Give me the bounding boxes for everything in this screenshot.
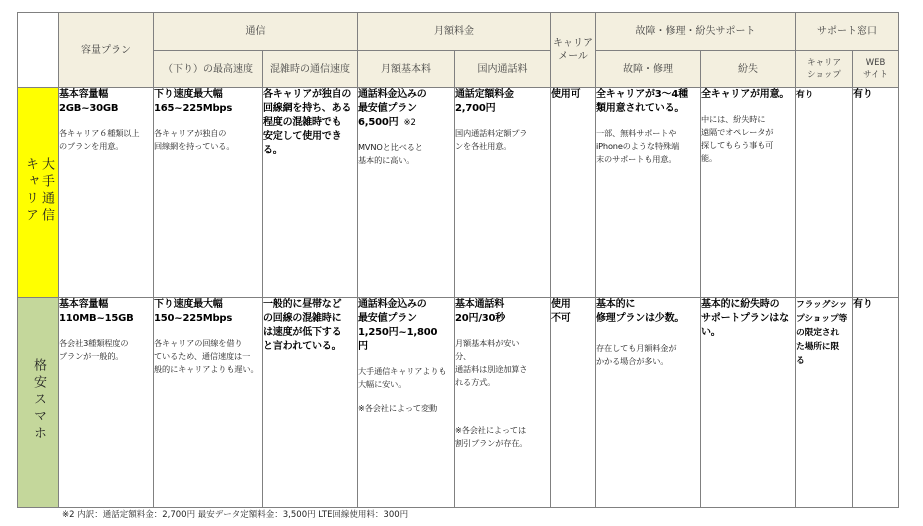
budget-repair-cell bbox=[596, 298, 701, 508]
cell-headline bbox=[551, 298, 595, 326]
header-website-line: WEB bbox=[865, 58, 886, 68]
header-carrier-mail bbox=[551, 13, 596, 88]
cell-detail bbox=[358, 365, 454, 391]
cell-detail bbox=[59, 337, 153, 363]
major-carrier-max-speed-cell bbox=[154, 88, 263, 298]
text-line: 各キャリア６種類以上 bbox=[59, 128, 140, 138]
header-congestion-speed: 混雑時の通信速度 bbox=[263, 51, 358, 88]
cell-headline bbox=[358, 88, 454, 130]
header-domestic-call-fee: 国内通話料 bbox=[455, 51, 551, 88]
text-line: 回線網を持ち、ある bbox=[263, 103, 352, 114]
row-label-line: キャリア bbox=[23, 156, 38, 225]
text-line: 150~225Mbps bbox=[154, 313, 233, 324]
cell-detail bbox=[59, 127, 153, 153]
cell-headline bbox=[455, 88, 550, 116]
text-line: 程度の混雑時でも bbox=[263, 117, 342, 128]
text-line: 各会社3種類程度の bbox=[59, 338, 129, 348]
text-line: ※各会社によって変動 bbox=[358, 403, 438, 413]
text-line: 2,700円 bbox=[455, 103, 496, 114]
text-line: 国内通話料定額プラ bbox=[455, 128, 528, 138]
text-line: 使用 bbox=[551, 299, 571, 310]
text-line: れる方式。 bbox=[455, 377, 496, 387]
cell-detail bbox=[154, 127, 262, 153]
major-carrier-repair-cell bbox=[596, 88, 701, 298]
corner-cell bbox=[18, 13, 59, 88]
cell-headline bbox=[59, 88, 153, 116]
table-header bbox=[18, 13, 899, 88]
row-label-major-carrier bbox=[18, 88, 59, 298]
text-line: 基本容量幅 bbox=[59, 89, 108, 100]
text-line: 110MB~15GB bbox=[59, 313, 134, 324]
header-loss: 紛失 bbox=[701, 51, 796, 88]
cell-headline bbox=[596, 298, 700, 326]
text-line: 各キャリアが独自の bbox=[154, 128, 227, 138]
text-line: フラッグシッ bbox=[796, 300, 848, 310]
header-max-downlink-speed: （下り）の最高速度 bbox=[154, 51, 263, 88]
major-carrier-congestion-speed-cell bbox=[263, 88, 358, 298]
text-line: 通話定額料金 bbox=[455, 89, 514, 100]
budget-loss-cell bbox=[701, 298, 796, 508]
vertical-label bbox=[30, 358, 46, 443]
text-line: 使用可 bbox=[551, 89, 581, 100]
cell-detail bbox=[455, 127, 550, 153]
text-line: 有り bbox=[853, 89, 873, 100]
text-line: 分、 bbox=[455, 351, 472, 361]
header-website bbox=[853, 51, 899, 88]
text-line: 有り bbox=[796, 90, 814, 100]
cell-headline bbox=[263, 88, 357, 158]
budget-congestion-speed-cell bbox=[263, 298, 358, 508]
text-line: 不可 bbox=[551, 313, 571, 324]
text-line: 通話料金込みの bbox=[358, 89, 427, 100]
cell-headline bbox=[701, 298, 795, 340]
text-line: 各キャリアの回線を借り bbox=[154, 338, 243, 348]
text-line: 基本通話料 bbox=[455, 299, 504, 310]
text-line: 中には、紛失時に bbox=[701, 114, 766, 124]
text-line: 回線網を持っている。 bbox=[154, 141, 235, 151]
budget-domestic-call-fee-cell bbox=[455, 298, 551, 508]
cell-headline bbox=[263, 298, 357, 354]
header-communication: 通信 bbox=[154, 13, 358, 51]
cell-headline bbox=[596, 88, 700, 116]
text-line: 有り bbox=[853, 299, 873, 310]
major-carrier-domestic-call-fee-cell bbox=[455, 88, 551, 298]
cell-headline bbox=[358, 298, 454, 354]
text-line: 下り速度最大幅 bbox=[154, 299, 223, 310]
header-carrier-shop-line: ショップ bbox=[807, 70, 841, 80]
text-line: 般的にキャリアよりも遅い。 bbox=[154, 364, 259, 374]
cell-headline bbox=[154, 88, 262, 116]
budget-shop-cell bbox=[796, 298, 853, 508]
comparison-table bbox=[17, 12, 899, 508]
header-monthly-fee: 月額料金 bbox=[358, 13, 551, 51]
header-capacity-plan: 容量プラン bbox=[59, 13, 154, 88]
cell-headline bbox=[551, 88, 595, 102]
text-line: 20円/30秒 bbox=[455, 313, 506, 324]
text-line: ンを各社用意。 bbox=[455, 141, 512, 151]
text-line: い。 bbox=[701, 327, 721, 338]
text-line: 1,250円~1,800 bbox=[358, 327, 438, 338]
text-line: 一部、無料サポートや bbox=[596, 128, 677, 138]
budget-max-speed-cell bbox=[154, 298, 263, 508]
price-value: 6,500円 bbox=[358, 117, 399, 128]
cell-headline bbox=[853, 298, 898, 312]
cell-detail bbox=[358, 141, 454, 167]
major-carrier-row bbox=[18, 88, 899, 298]
text-line: 下り速度最大幅 bbox=[154, 89, 223, 100]
text-line: ※各会社によっては bbox=[455, 425, 527, 435]
text-line: MVNOと比べると bbox=[358, 142, 423, 152]
text-line: 各キャリアが独自の bbox=[263, 89, 352, 100]
cell-detail bbox=[596, 342, 700, 368]
row-label-line: 格安スマホ bbox=[31, 358, 46, 443]
cell-detail bbox=[596, 127, 700, 166]
text-line: は速度が低下する bbox=[263, 327, 342, 338]
footnote: ※2 内訳：通話定額料金：2,700円 最安データ定額料金：3,500円 LTE回線使用料：300円 bbox=[62, 510, 409, 520]
header-monthly-basic-fee: 月額基本料 bbox=[358, 51, 455, 88]
cell-detail bbox=[455, 337, 550, 389]
text-line: 末のサポートも用意。 bbox=[596, 154, 677, 164]
cell-headline bbox=[853, 88, 898, 102]
header-support-desk: サポート窓口 bbox=[796, 13, 899, 51]
header-carrier-mail-line: キャリア bbox=[553, 38, 593, 49]
text-line: る bbox=[796, 356, 805, 366]
text-line: る。 bbox=[263, 145, 283, 156]
cell-detail bbox=[455, 424, 550, 450]
text-line: サポートプランはな bbox=[701, 313, 789, 324]
text-line: と言われている。 bbox=[263, 341, 342, 352]
text-line: 探してもらう事も可 bbox=[701, 140, 774, 150]
text-line: 基本的に bbox=[596, 299, 636, 310]
header-website-line: サイト bbox=[863, 70, 888, 80]
text-line: 基本的に高い。 bbox=[358, 155, 415, 165]
text-line: 類用意されている。 bbox=[596, 103, 685, 114]
major-carrier-shop-cell bbox=[796, 88, 853, 298]
budget-smartphone-row bbox=[18, 298, 899, 508]
text-line: 存在しても月額料金が bbox=[596, 343, 677, 353]
text-line: た場所に限 bbox=[796, 342, 839, 352]
header-repair: 故障・修理 bbox=[596, 51, 701, 88]
header-row-top bbox=[18, 13, 899, 51]
text-line: ているため、通信速度は一 bbox=[154, 351, 251, 361]
major-carrier-monthly-basic-fee-cell bbox=[358, 88, 455, 298]
header-carrier-mail-line: メール bbox=[558, 51, 588, 62]
major-carrier-carrier-mail-cell bbox=[551, 88, 596, 298]
table-body bbox=[18, 88, 899, 508]
major-carrier-capacity-plan-cell bbox=[59, 88, 154, 298]
text-line: のプランを用意。 bbox=[59, 141, 124, 151]
text-line: 基本容量幅 bbox=[59, 299, 108, 310]
text-line: 2GB~30GB bbox=[59, 103, 119, 114]
text-line: 最安値プラン bbox=[358, 313, 417, 324]
cell-headline bbox=[455, 298, 550, 326]
text-line: 安定して使用でき bbox=[263, 131, 342, 142]
footnote-ref: ※2 bbox=[403, 118, 416, 128]
cell-detail bbox=[154, 337, 262, 376]
text-line: 通話料金込みの bbox=[358, 299, 427, 310]
cell-headline bbox=[796, 298, 852, 368]
text-line: プショップ等 bbox=[796, 314, 848, 324]
text-line: 基本的に紛失時の bbox=[701, 299, 780, 310]
header-carrier-shop bbox=[796, 51, 853, 88]
text-line: プランが一般的。 bbox=[59, 351, 124, 361]
budget-carrier-mail-cell bbox=[551, 298, 596, 508]
text-line: 能。 bbox=[701, 153, 718, 163]
cell-headline bbox=[796, 88, 852, 102]
major-carrier-loss-cell bbox=[701, 88, 796, 298]
vertical-label bbox=[22, 157, 54, 225]
text-line: 165~225Mbps bbox=[154, 103, 233, 114]
major-carrier-website-cell bbox=[853, 88, 899, 298]
text-line: 円 bbox=[358, 341, 368, 352]
text-line: 割引プランが存在。 bbox=[455, 438, 528, 448]
row-label-line: 大手通信 bbox=[39, 156, 54, 225]
budget-monthly-basic-fee-cell bbox=[358, 298, 455, 508]
text-line: かかる場合が多い。 bbox=[596, 356, 669, 366]
text-line: の回線の混雑時に bbox=[263, 313, 342, 324]
cell-headline bbox=[154, 298, 262, 326]
cell-detail bbox=[701, 113, 795, 165]
budget-capacity-plan-cell bbox=[59, 298, 154, 508]
text-line: 一般的に昼帯など bbox=[263, 299, 342, 310]
text-line: iPhoneのような特殊端 bbox=[596, 141, 679, 151]
text-line: 最安値プラン bbox=[358, 103, 417, 114]
budget-website-cell bbox=[853, 298, 899, 508]
header-repair-loss-support: 故障・修理・紛失サポート bbox=[596, 13, 796, 51]
text-line: 月額基本料が安い bbox=[455, 338, 520, 348]
cell-headline bbox=[59, 298, 153, 326]
cell-detail bbox=[358, 402, 454, 415]
header-carrier-shop-line: キャリア bbox=[806, 58, 841, 68]
text-line: 修理プランは少数。 bbox=[596, 313, 685, 324]
row-label-budget-smartphone bbox=[18, 298, 59, 508]
text-line: 遠隔でオペレータが bbox=[701, 127, 774, 137]
text-line: 全キャリアが用意。 bbox=[701, 89, 790, 100]
text-line bbox=[358, 116, 454, 130]
text-line: 通話料は別途加算さ bbox=[455, 364, 528, 374]
text-line: の限定され bbox=[796, 328, 839, 338]
cell-headline bbox=[701, 88, 795, 102]
text-line: 大幅に安い。 bbox=[358, 379, 407, 389]
text-line: 大手通信キャリアよりも bbox=[358, 366, 447, 376]
text-line: 全キャリアが3～4種 bbox=[596, 89, 688, 100]
